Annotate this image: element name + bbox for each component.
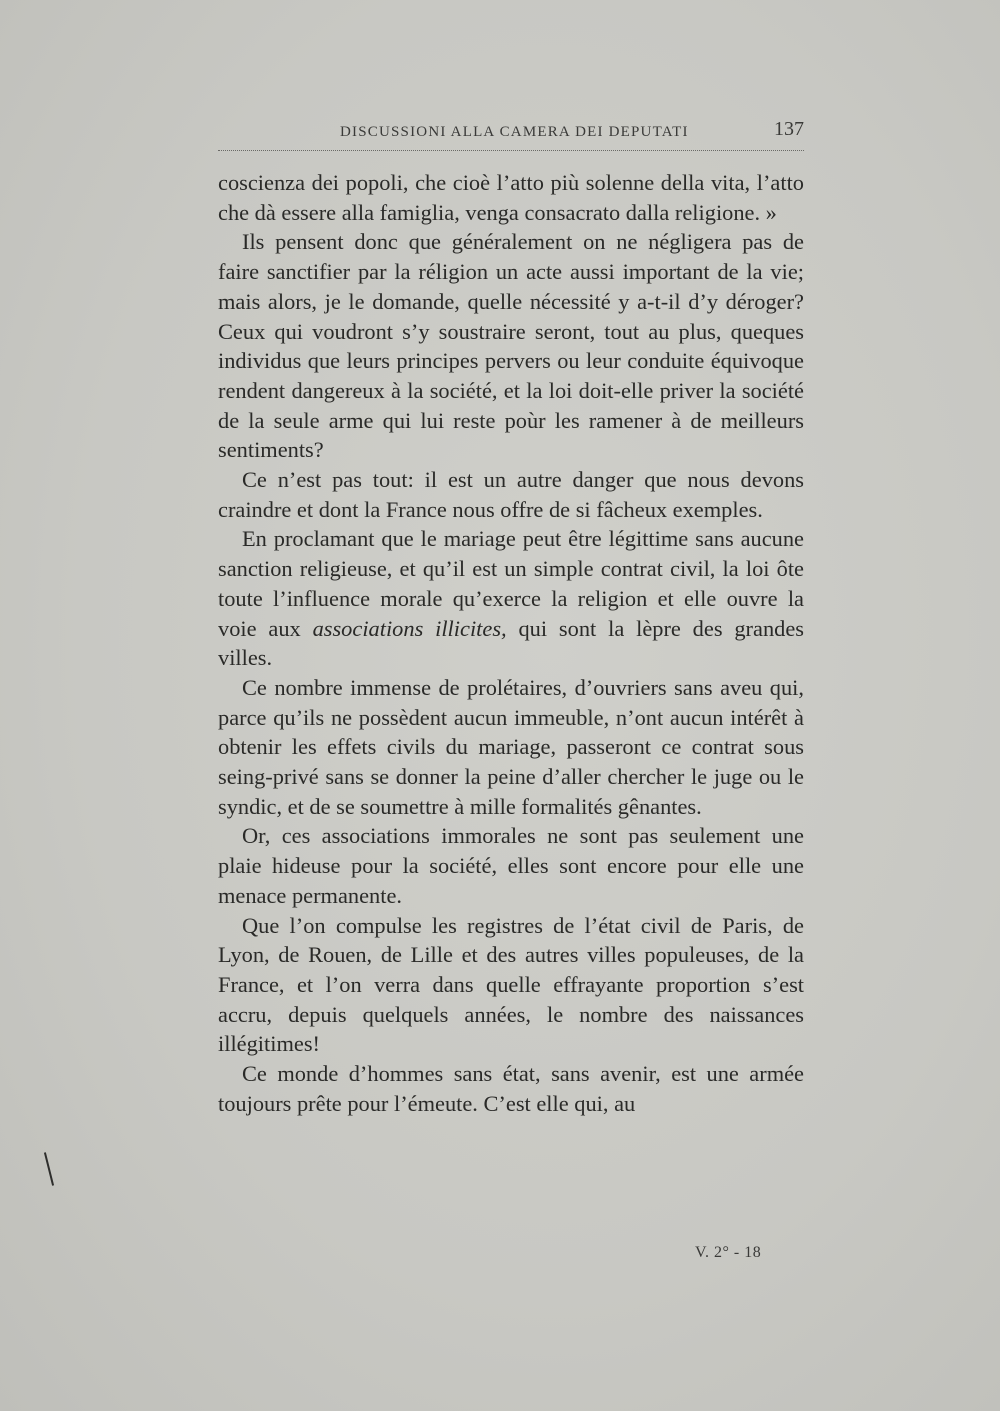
running-title: DISCUSSIONI ALLA CAMERA DEI DEPUTATI: [340, 124, 689, 140]
page-number: 137: [774, 118, 804, 140]
paragraph-6: Or, ces associations immorales ne sont pas seulement une plaie hideuse pour la société, elles sont encore pour elle une menace permanente.: [218, 823, 804, 908]
body-text: [218, 168, 804, 1119]
header-rule: [218, 150, 804, 151]
paragraph-5: Ce nombre immense de prolétaires, d’ouvriers sans aveu qui, parce qu’ils ne possèdent aucun immeuble, n’ont aucun intérêt à obtenir les effets civils du mariage, passeront ce contrat sous seing-privé sans se donner la peine d’aller chercher le juge ou le syndic, et de se soumettre à mille formalités gênantes.: [218, 674, 804, 819]
paragraph-4-italic: associations illicites,: [312, 615, 507, 641]
margin-pencil-mark: [44, 1152, 54, 1185]
paragraph-4: [218, 524, 804, 673]
printer-signature: V. 2° - 18: [695, 1244, 762, 1261]
paragraph-7: Que l’on compulse les registres de l’état civil de Paris, de Lyon, de Rouen, de Lille et des autres villes populeuses, de la France, et l’on verra dans quelle effrayante proportion s’est accru, depuis quelquels années, le nombre des naissances illégitimes!: [218, 912, 804, 1057]
paragraph-4-text-b: qui sont la lèpre des grandes villes.: [218, 615, 804, 671]
paragraph-4-text-a: En proclamant que le mariage peut être légittime sans aucune sanction religieuse, et qu’il est un simple contrat civil, la loi ôte toute l’influence morale qu’exerce la religion et elle ouvre la voie aux: [218, 526, 804, 641]
paragraph-3: Ce n’est pas tout: il est un autre danger que nous devons craindre et dont la France nous offre de si fâcheux exemples.: [218, 467, 804, 522]
paragraph-1: coscienza dei popoli, che cioè l’atto più solenne della vita, l’atto che dà essere alla famiglia, venga consacrato dalla religione. »: [218, 170, 804, 225]
paragraph-2: Ils pensent donc que généralement on ne négligera pas de faire sanctifier par la réligion un acte aussi important de la vie; mais alors, je le domande, quelle nécessité y a-t-il d’y déroger? Ceux qui voudront s’y soustraire seront, tout au plus, queques individus que leurs principes pervers ou leur conduite équivoque rendent dangereux à la société, et la loi doit-elle priver la société de la seule arme qui lui reste poùr les ramener à de meilleurs sentiments?: [218, 229, 804, 463]
paragraph-8: Ce monde d’hommes sans état, sans avenir, est une armée toujours prête pour l’émeute. C’est elle qui, au: [218, 1061, 804, 1116]
page-header: [218, 118, 804, 148]
